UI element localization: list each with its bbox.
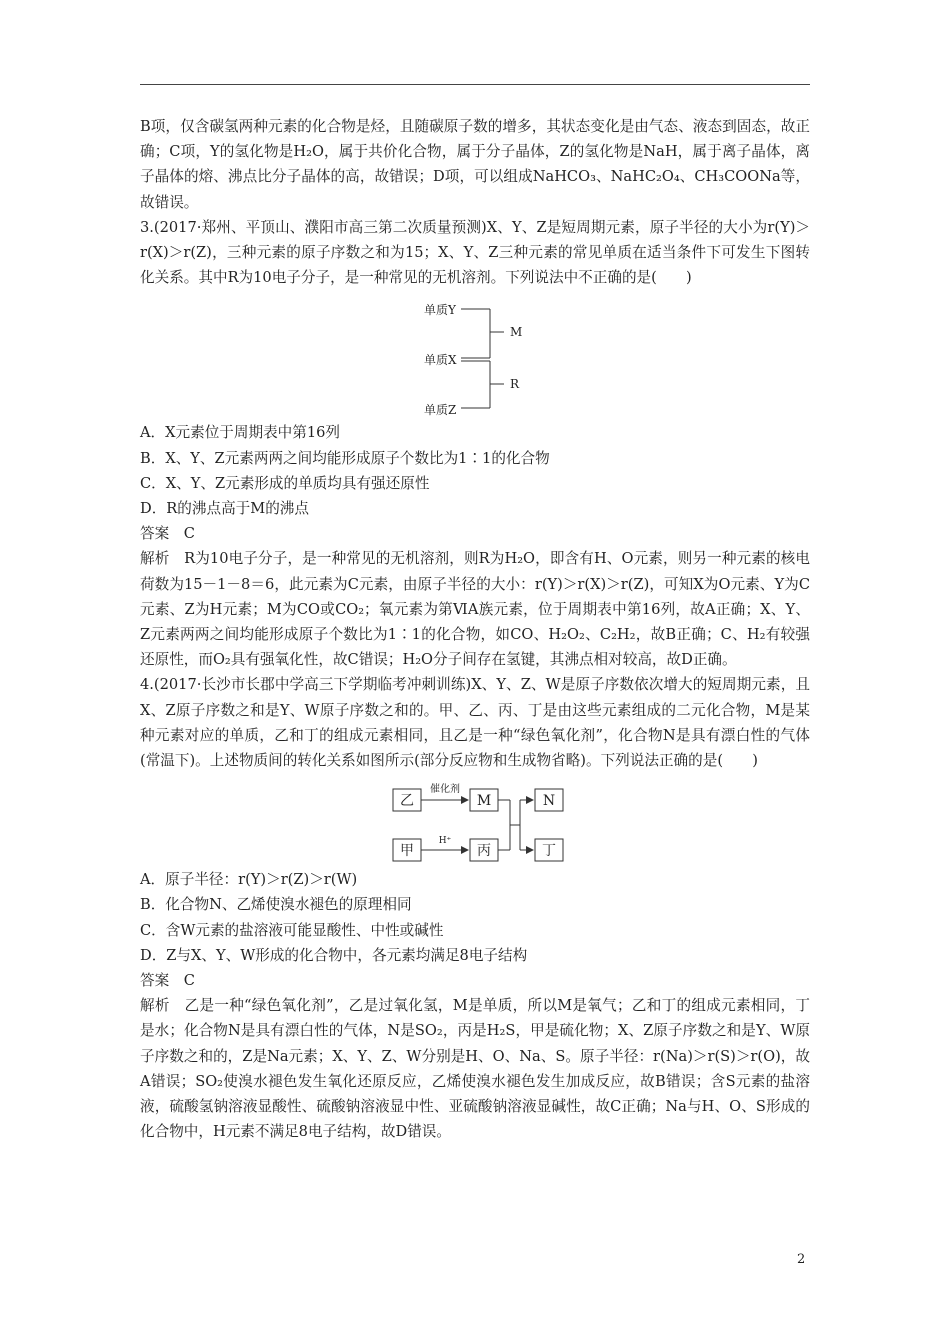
q3-option-d: D．R的沸点高于M的沸点	[140, 500, 309, 518]
q4-option-a: A．原子半径：r(Y)＞r(Z)＞r(W)	[140, 871, 358, 889]
q3-label-y: 单质Y	[424, 303, 456, 318]
q2-tail-text: B项，仅含碳氢两种元素的化合物是烃，且随碳原子数的增多，其状态变化是由气态、液态到固态，故正确；C项，Y的氢化物是H₂O，属于共价化合物，属于分子晶体，Z的氢化物是NaH，属于离子晶体，离子晶体的熔、沸点比分子晶体的高，故错误；D项，可以组成NaHCO₃、NaHC₂O₄、CH₃COONa等，故错误。	[140, 118, 810, 211]
q4-analysis: 解析 乙是一种“绿色氧化剂”，乙是过氧化氢，M是单质，所以M是氧气；乙和丁的组成元素相同，丁是水；化合物N是具有漂白性的气体，N是SO₂，丙是H₂S，甲是硫化物；X、Z原子序数之和是Y、W原子序数之和的，Z是Na元素；X、Y、Z、W分别是H、O、Na、S。原子半径：r(Na)＞r(S)＞r(O)，故A错误；SO₂使溴水褪色发生氧化还原反应，乙烯使溴水褪色发生加成反应，故B错误；含S元素的盐溶液，硫酸氢钠溶液显酸性、硫酸钠溶液显中性、亚硫酸钠溶液显碱性，故C正确；Na与H、O、S形成的化合物中，H元素不满足8电子结构，故D错误。	[140, 997, 810, 1141]
page-content	[140, 114, 810, 1145]
q4-label-h: H⁺	[438, 836, 452, 847]
q3-option-a: A．X元素位于周期表中第16列	[140, 424, 341, 442]
q4-option-c: C．含W元素的盐溶液可能显酸性、中性或碱性	[140, 921, 444, 939]
q4-stem: 4.(2017·长沙市长郡中学高三下学期临考冲刺训练)X、Y、Z、W是原子序数依次增大的短周期元素，且X、Z原子序数之和是Y、W原子序数之和的。甲、乙、丙、丁是由这些元素组成的二元化合物，M是某种元素对应的单质，乙和丁的组成元素相同，且乙是一种“绿色氧化剂”，化合物N是具有漂白性的气体(常温下)。上述物质间的转化关系如图所示(部分反应物和生成物省略)。下列说法正确的是( )	[140, 676, 810, 770]
q4-box-ding-label: 丁	[542, 843, 556, 860]
q4-box-yi-label: 乙	[400, 793, 414, 810]
q4-box-bing-label: 丙	[477, 843, 491, 860]
q4-diagram-svg	[140, 779, 810, 863]
q4-box-jia-label: 甲	[400, 843, 414, 860]
q3-diagram	[140, 294, 810, 418]
q3-option-c: C．X、Y、Z元素形成的单质均具有强还原性	[140, 474, 430, 492]
page-number: 2	[797, 1252, 806, 1267]
q3-label-z: 单质Z	[424, 403, 457, 418]
q4-diagram	[140, 779, 810, 863]
q4-option-b: B．化合物N、乙烯使溴水褪色的原理相同	[140, 896, 412, 914]
q3-stem: 3.(2017·郑州、平顶山、濮阳市高三第二次质量预测)X、Y、Z是短周期元素，原子半径的大小为r(Y)＞r(X)＞r(Z)，三种元素的原子序数之和为15；X、Y、Z三种元素的常见单质在适当条件下可发生下图转化关系。其中R为10电子分子，是一种常见的无机溶剂。下列说法中不正确的是( )	[140, 218, 810, 287]
q3-label-m: M	[510, 325, 523, 340]
q4-option-d: D．Z与X、Y、W形成的化合物中，各元素均满足8电子结构	[140, 946, 528, 964]
header-rule	[140, 84, 810, 85]
q3-answer: 答案 C	[140, 525, 195, 543]
q4-box-m-label: M	[476, 793, 492, 810]
q3-diagram-svg	[140, 294, 810, 418]
q4-label-catalyst: 催化剂	[430, 784, 460, 796]
q4-box-n-label: N	[542, 793, 556, 810]
q3-label-r: R	[510, 377, 520, 392]
q4-answer: 答案 C	[140, 972, 195, 990]
q3-analysis: 解析 R为10电子分子，是一种常见的无机溶剂，则R为H₂O，即含有H、O元素，则另一种元素的核电荷数为15－1－8＝6，此元素为C元素，由原子半径的大小：r(Y)＞r(X)＞r(Z)，可知X为O元素、Y为C元素、Z为H元素；M为CO或CO₂；氧元素为第ⅥA族元素，位于周期表中第16列，故A正确；X、Y、Z元素两两之间均能形成原子个数比为1∶1的化合物，如CO、H₂O₂、C₂H₂，故B正确；C、H₂有较强还原性，而O₂具有强氧化性，故C错误；H₂O分子间存在氢键，其沸点相对较高，故D正确。	[140, 550, 810, 669]
q3-label-x: 单质X	[424, 353, 457, 368]
q3-option-b: B．X、Y、Z元素两两之间均能形成原子个数比为1∶1的化合物	[140, 449, 550, 467]
